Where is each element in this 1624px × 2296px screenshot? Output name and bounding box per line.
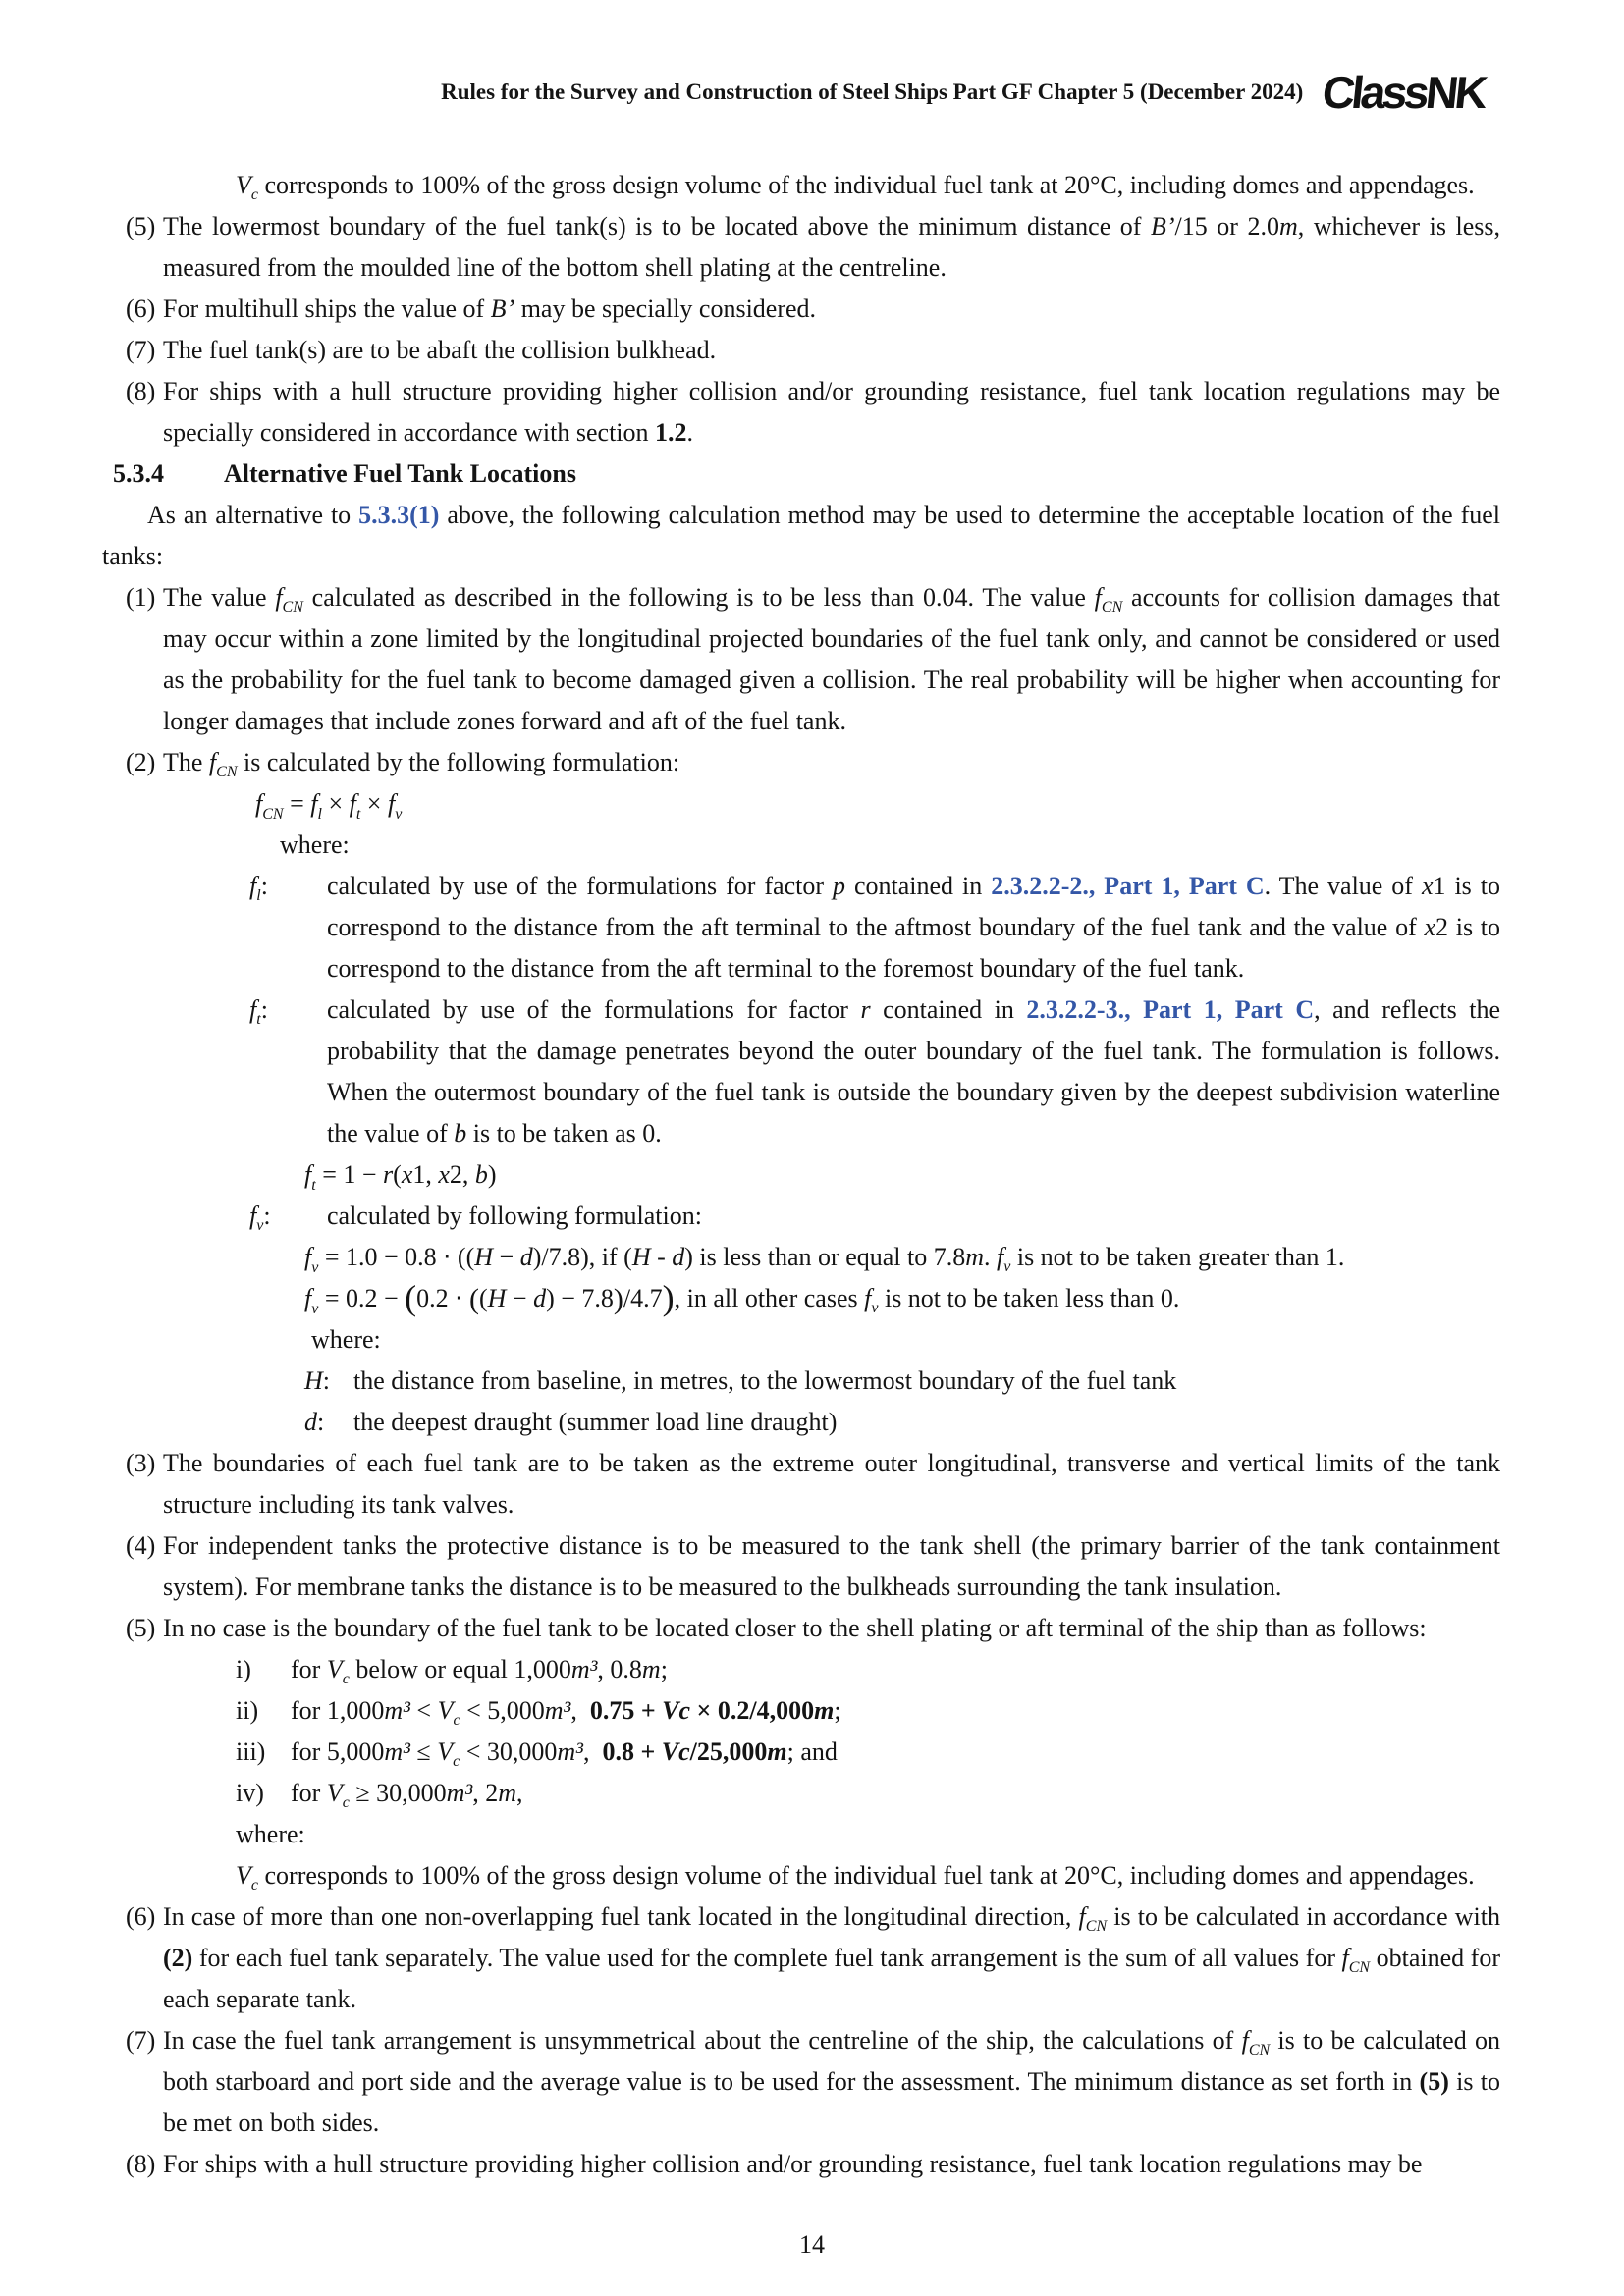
list-item: (7) In case the fuel tank arrangement is unsymmetrical about the centreline of the ship, the calculations of $f_{CN}$ is to be calculated on both starboard and port side and the average value is to be used for the assessment. The minimum distance as set forth in (5) is to be met on both sides. [102, 2020, 1500, 2144]
text-run: V [326, 1779, 343, 1807]
text-run: = 0.2 − [318, 1284, 406, 1312]
text-run: V [236, 1861, 251, 1890]
text-run: CN [1085, 1918, 1108, 1935]
text-run: f [208, 748, 217, 776]
list-item: (5) The lowermost boundary of the fuel tank(s) is to be located above the minimum distance of B’/15 or 2.0m, whichever is less, measured from the moulded line of the bottom shell plating at the centreline. [102, 206, 1500, 289]
cross-reference-link[interactable]: 2.3.2.2-2., Part 1, Part C [991, 872, 1265, 900]
text-run: V [437, 1696, 454, 1725]
text-run: m³ [384, 1696, 410, 1725]
list-marker: (3) [126, 1449, 156, 1477]
definition-item: $f_v$: calculated by following formulation: [102, 1196, 1500, 1237]
sub-list-item: ii) for $1,000m^3 < V_c < 5,000m^3$, 0.75 + Vc × 0.2/4,000m; [102, 1690, 1500, 1732]
text-run: 1, [412, 1160, 439, 1189]
list-marker: (5) [126, 1614, 156, 1642]
text-run: m³ [557, 1737, 583, 1766]
text-run: f [349, 789, 356, 818]
text-run: m [1279, 212, 1298, 240]
text-run: b [474, 1160, 488, 1189]
text-run: ) [662, 1278, 675, 1317]
section-heading: 5.3.4 Alternative Fuel Tank Locations [102, 454, 1500, 495]
list-marker: (5) [126, 212, 156, 240]
text-run: c [453, 1753, 460, 1770]
text-run: ( [468, 1283, 479, 1315]
list-marker: (6) [126, 294, 156, 323]
body-text-line: $V_c$ corresponds to 100% of the gross design volume of the individual fuel tank at 20°C, including domes and appendages. [236, 171, 1475, 203]
text-run: H [487, 1284, 507, 1312]
text-run: 0.2 ⋅ [416, 1284, 469, 1312]
text-run: CN [1101, 599, 1123, 615]
document-body [102, 165, 1500, 2185]
text-run: l [317, 806, 322, 823]
text-run: d [533, 1284, 547, 1312]
text-run: V [236, 171, 251, 199]
text-run: × [360, 789, 388, 818]
text-run: f [1094, 583, 1102, 612]
list-item: (8) For ships with a hull structure providing higher collision and/or grounding resistance, fuel tank location regulations may be [102, 2144, 1500, 2185]
text-run: m³ [446, 1779, 473, 1807]
text-run: f [304, 1243, 312, 1271]
where-label: where: [236, 1820, 305, 1848]
list-marker: iv) [236, 1779, 264, 1807]
list-marker: (6) [126, 1902, 156, 1931]
where-label: where: [280, 830, 350, 859]
text-run: CN [262, 806, 284, 823]
list-marker: ii) [236, 1696, 259, 1725]
text-run: x [401, 1160, 413, 1189]
text-run: /4.7 [623, 1284, 663, 1312]
text-run: f [304, 1160, 312, 1189]
definition-item: $f_t$: calculated by use of the formulations for factor r contained in 2.3.2.2-3., Part 1, Part C, and reflects the probability that the damage penetrates beyond the outer boundary of the fuel tank. The formulation is follows. When the outermost boundary of the fuel tank is outside the boundary given by the deepest subdivision waterline the value of b is to be taken as 0. [102, 989, 1500, 1154]
text-run: = 1.0 − 0.8 ⋅ (( [318, 1243, 475, 1271]
page-header [0, 65, 1488, 120]
text-run: f [249, 1201, 257, 1230]
cross-reference-link[interactable]: 2.3.2.2-3., Part 1, Part C [1026, 995, 1315, 1024]
body-text-line: $V_c$ corresponds to 100% of the gross design volume of the individual fuel tank at 20°C, including domes and appendages. [236, 1861, 1475, 1894]
text-run: V [326, 1655, 343, 1683]
text-run: c [342, 1794, 350, 1811]
text-run: r [383, 1160, 394, 1189]
text-run: d [519, 1243, 533, 1271]
text-run: 2, [449, 1160, 475, 1189]
text-run: v [1003, 1258, 1011, 1275]
list-marker: H: [304, 1366, 331, 1395]
text-run: Vc [662, 1696, 691, 1725]
text-run: B’ [490, 294, 515, 323]
formula: $f_v = 0.2 - (0.2 \cdot ((H - d) - 7.8)/4.7)$, in all other cases $f_v$ is not to be taken less than 0. [304, 1278, 1180, 1317]
text-run: x [1421, 872, 1434, 900]
text-run: p [832, 872, 845, 900]
page-number: 14 [799, 2230, 825, 2259]
paragraph: As an alternative to 5.3.3(1) above, the following calculation method may be used to determine the acceptable location of the fuel tanks: [102, 501, 1501, 570]
text-run: Vc [661, 1737, 690, 1766]
list-marker: (7) [126, 2026, 156, 2055]
text-run: d [304, 1408, 317, 1436]
text-run: m³ [570, 1655, 598, 1683]
text-run: H [304, 1366, 323, 1395]
where-label: where: [311, 1325, 381, 1354]
text-run: m [965, 1243, 984, 1271]
text-run: f [387, 789, 396, 818]
text-run: c [342, 1671, 350, 1687]
text-run: t [355, 806, 361, 823]
text-run: m [498, 1779, 516, 1807]
list-marker: (8) [126, 2150, 156, 2178]
text-run: f [997, 1243, 1004, 1271]
text-run: ( [405, 1278, 417, 1317]
text-run: f [1241, 2026, 1249, 2055]
text-run: /25,000 [689, 1737, 768, 1766]
text-run: (5) [1419, 2067, 1449, 2096]
text-run: B’ [1150, 212, 1175, 240]
text-run: m [767, 1737, 787, 1766]
list-marker: iii) [236, 1737, 266, 1766]
text-run: f [1341, 1944, 1349, 1972]
list-item: (6) In case of more than one non-overlapping fuel tank located in the longitudinal direction, $f_{CN}$ is to be calculated in accordance with (2) for each fuel tank separately. The value used for the complete fuel tank arrangement is the sum of all values for $f_{CN}$ obtained for each separate tank. [102, 1896, 1500, 2020]
text-run: r [860, 995, 871, 1024]
classnk-logo: ClassNK [1320, 67, 1488, 118]
list-item: (5) In no case is the boundary of the fuel tank to be located closer to the shell plating or aft terminal of the ship than as follows: [102, 1608, 1500, 1649]
text-run: ( [393, 1160, 402, 1189]
text-run: b [454, 1119, 467, 1148]
text-run: c [453, 1712, 460, 1729]
text-run: CN [1348, 1959, 1371, 1976]
text-run: f [304, 1284, 312, 1312]
text-run: × [321, 789, 350, 818]
cross-reference-link[interactable]: 5.3.3(1) [358, 501, 440, 529]
sub-list-item: i) for $V_c$ below or equal 1,000m³, 0.8m; [102, 1649, 1500, 1690]
list-item: (6) For multihull ships the value of B’ may be specially considered. [102, 289, 1500, 330]
text-run: c [250, 1877, 258, 1894]
text-run: ) [487, 1160, 497, 1189]
text-run: v [311, 1301, 319, 1317]
text-run: f [864, 1284, 872, 1312]
text-run: f [310, 789, 318, 818]
list-marker: (2) [126, 748, 156, 776]
text-run: H [474, 1243, 494, 1271]
text-run: × 0.2/4,000 [690, 1696, 815, 1725]
text-run: x [1424, 913, 1435, 941]
text-run: m [641, 1655, 661, 1683]
text-run: d [672, 1243, 685, 1271]
text-run: ) [613, 1283, 623, 1315]
text-run: − [506, 1284, 534, 1312]
page-footer [0, 2224, 1624, 2266]
formula [255, 783, 1500, 825]
list-item: (2) The $f_{CN}$ is calculated by the following formulation: [102, 742, 1500, 783]
text-run: v [395, 806, 403, 823]
definition-item: H: the distance from baseline, in metres, to the lowermost boundary of the fuel tank [102, 1361, 1500, 1402]
list-marker: i) [236, 1655, 251, 1683]
text-run: V [437, 1737, 454, 1766]
sub-list-item: iv) for $V_c \ge 30,000m^3$, 2m, [102, 1773, 1500, 1814]
text-run: f [255, 789, 263, 818]
list-item: (1) The value $f_{CN}$ calculated as described in the following is to be less than 0.04. The value $f_{CN}$ accounts for collision damages that may occur within a zone limited by the longitudinal projected boundaries of the fuel tank only, and cannot be considered or used as the probability for the fuel tank to become damaged given a collision. The real probability will be higher when accounting for longer damages that include zones forward and aft of the fuel tank. [102, 577, 1500, 742]
list-marker: (8) [126, 377, 156, 405]
text-run: f [275, 583, 283, 612]
document-header-title: Rules for the Survey and Construction of Steel Ships Part GF Chapter 5 (December 2024) [441, 80, 1304, 104]
list-marker: $f_t$: [249, 995, 268, 1028]
definition-item: d: the deepest draught (summer load line draught) [102, 1402, 1500, 1443]
list-marker: d: [304, 1408, 325, 1436]
formula: $f_v = 1.0 - 0.8 \cdot ((H - d)/7.8)$, if (H - d) is less than or equal to 7.8m. $f_v$ is not to be taken greater than 1. [304, 1243, 1345, 1276]
text-run: m³ [384, 1737, 410, 1766]
list-marker: (7) [126, 336, 156, 364]
text-run: l [256, 887, 261, 904]
text-run: ) − 7.8 [546, 1284, 614, 1312]
text-run: f [249, 995, 257, 1024]
text-run: x [438, 1160, 450, 1189]
text-run: − [493, 1243, 520, 1271]
sub-list-item: iii) for $5,000m^3 \le V_c < 30,000m^3$, 0.8 + Vc/25,000m; and [102, 1732, 1500, 1773]
text-run: )/7.8) [532, 1243, 589, 1271]
text-run: = [283, 789, 311, 818]
formula [304, 1154, 1500, 1196]
text-run: H [631, 1243, 651, 1271]
text-run: v [256, 1217, 264, 1234]
list-marker: (4) [126, 1531, 156, 1560]
list-item: (8) For ships with a hull structure providing higher collision and/or grounding resistance, fuel tank location regulations may be specially considered in accordance with section 1.2. [102, 371, 1500, 454]
list-marker: $f_l$: [249, 872, 268, 904]
definition-item: $f_l$: calculated by use of the formulations for factor p contained in 2.3.2.2-2., Part 1, Part C. The value of x1 is to correspond to the distance from the aft terminal to the aftmost boundary of the fuel tank and the value of x2 is to correspond to the distance from the aft terminal to the foremost boundary of the fuel tank. [102, 866, 1500, 989]
text-run: = 1 − [315, 1160, 384, 1189]
text-run: f [1078, 1902, 1086, 1931]
text-run: 0.75 + [576, 1696, 663, 1725]
text-run: m [814, 1696, 835, 1725]
text-run: ( [478, 1284, 488, 1312]
list-marker: $f_v$: [249, 1201, 271, 1234]
list-item: (7) The fuel tank(s) are to be abaft the collision bulkhead. [102, 330, 1500, 371]
text-run: CN [1248, 2042, 1271, 2058]
text-run: 1.2 [655, 418, 687, 447]
text-run: v [311, 1259, 319, 1276]
text-run: f [249, 872, 257, 900]
list-item: (4) For independent tanks the protective distance is to be measured to the tank shell (the primary barrier of the tank containment system). For membrane tanks the distance is to be measured to the bulkheads surrounding the tank insulation. [102, 1525, 1500, 1608]
text-run: (2) [163, 1944, 193, 1972]
text-run: t [256, 1011, 261, 1028]
text-run: c [250, 187, 258, 203]
text-run: CN [216, 764, 238, 780]
text-run: 0.8 + [589, 1737, 662, 1766]
list-item: (3) The boundaries of each fuel tank are to be taken as the extreme outer longitudinal, transverse and vertical limits of the tank structure including its tank valves. [102, 1443, 1500, 1525]
text-run: CN [282, 599, 303, 615]
list-marker: (1) [126, 583, 156, 612]
text-run: m³ [544, 1696, 571, 1725]
list-marker: 5.3.4 [113, 459, 164, 488]
text-run: t [311, 1177, 316, 1194]
text-run: v [871, 1300, 879, 1316]
